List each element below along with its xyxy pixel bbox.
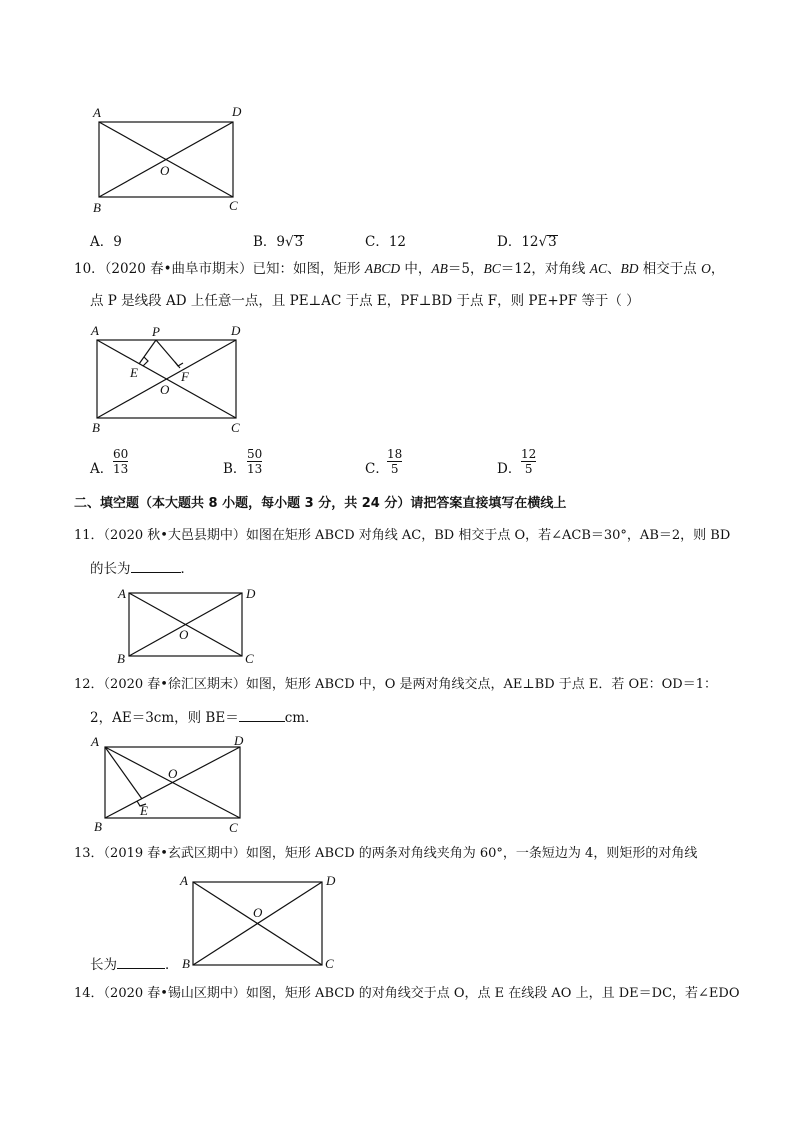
q10-option-b-fraction: 50 13 xyxy=(247,447,263,476)
q10-option-c-fraction: 18 5 xyxy=(387,447,403,476)
fig2-label-a: A xyxy=(91,323,99,338)
fig3-label-o: O xyxy=(179,627,189,642)
q10-option-c-letter: C． xyxy=(365,461,389,477)
fig4-label-d: D xyxy=(234,733,244,748)
q9-option-c: C．12 xyxy=(365,234,407,250)
fig4-label-o: O xyxy=(168,766,178,781)
fig2-label-c: C xyxy=(231,420,240,435)
fig1-label-c: C xyxy=(229,198,238,213)
fig5-label-o: O xyxy=(253,905,263,920)
fig5-label-b: B xyxy=(182,956,190,971)
fig2-label-p: P xyxy=(152,324,160,339)
q10-option-d-fraction: 12 5 xyxy=(521,447,537,476)
fig4-label-c: C xyxy=(229,820,238,835)
fig2-label-o: O xyxy=(160,382,170,397)
q13-stem-line1: 13．（2019 春•玄武区期中）如图，矩形 ABCD 的两条对角线夹角为 60°，一条短边为 4，则矩形的对角线 xyxy=(74,846,698,861)
q10-option-d-letter: D． xyxy=(497,461,522,477)
section-2-heading: 二、填空题（本大题共 8 小题，每小题 3 分，共 24 分）请把答案直接填写在横线上 xyxy=(74,496,567,511)
fig5-label-c: C xyxy=(325,956,334,971)
fig3-label-c: C xyxy=(245,651,254,666)
q10-option-b-letter: B． xyxy=(223,461,247,477)
q9-option-a: A．9 xyxy=(90,234,122,250)
q9-option-d: D．12√3 xyxy=(497,234,557,250)
q10-stem-line1: 10．（2020 春•曲阜市期末）已知：如图，矩形 ABCD 中，AB＝5，BC＝12，对角线 AC、BD 相交于点 O， xyxy=(74,261,725,277)
q14-stem-line1: 14．（2020 春•锡山区期中）如图，矩形 ABCD 的对角线交于点 O，点 E 在线段 AO 上，且 DE＝DC，若∠EDO xyxy=(74,986,740,1001)
q11-stem-line2: 的长为 ． xyxy=(90,558,194,578)
fig2-label-f: F xyxy=(181,369,189,384)
q10-option-a-fraction: 60 13 xyxy=(113,447,129,476)
q11-stem-line1: 11．（2020 秋•大邑县期中）如图在矩形 ABCD 对角线 AC，BD 相交于点 O，若∠ACB＝30°，AB＝2，则 BD xyxy=(74,528,731,543)
fig3-label-a: A xyxy=(118,586,126,601)
fig3-label-b: B xyxy=(117,651,125,666)
fig2-label-e: E xyxy=(130,365,138,380)
fig1-label-b: B xyxy=(93,200,101,215)
fig4-label-a: A xyxy=(91,734,99,749)
fig2-label-b: B xyxy=(92,420,100,435)
fig4-label-b: B xyxy=(94,819,102,834)
q12-stem-line2: 2，AE＝3cm，则 BE＝ cm． xyxy=(90,707,319,727)
fig1-label-o: O xyxy=(160,163,170,178)
q10-stem-line2: 点 P 是线段 AD 上任意一点，且 PE⊥AC 于点 E，PF⊥BD 于点 F，则 PE+PF 等于（ ） xyxy=(90,293,640,309)
fig5-label-a: A xyxy=(180,873,188,888)
q12-stem-line1: 12．（2020 春•徐汇区期末）如图，矩形 ABCD 中，O 是两对角线交点，AE⊥BD 于点 E．若 OE：OD＝1： xyxy=(74,677,717,692)
q9-option-b: B．9√3 xyxy=(253,234,304,250)
q13-answer-blank[interactable] xyxy=(117,954,165,969)
q13-stem-line2: 长为 ． xyxy=(90,954,179,974)
fig1-label-d: D xyxy=(232,104,242,119)
fig5-label-d: D xyxy=(326,873,336,888)
fig1-label-a: A xyxy=(93,105,101,120)
fig4-label-e: E xyxy=(140,803,148,818)
fig3-label-d: D xyxy=(246,586,256,601)
q10-option-a-letter: A． xyxy=(90,461,114,477)
fig2-label-d: D xyxy=(231,323,241,338)
